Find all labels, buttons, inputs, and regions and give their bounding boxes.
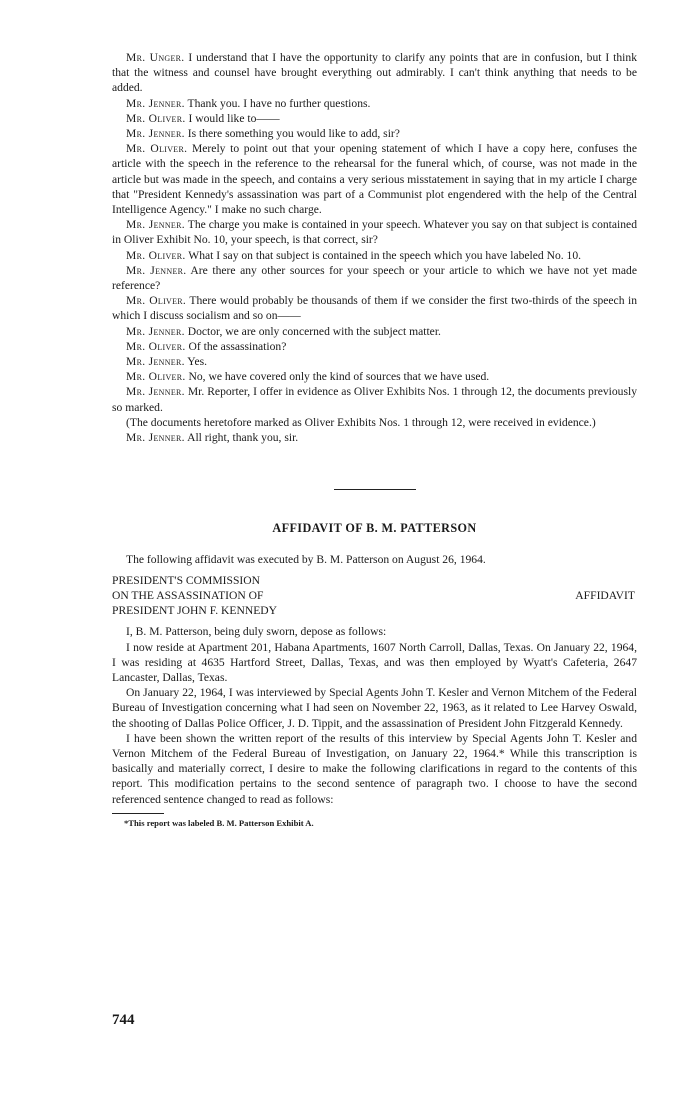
speech-text: Merely to point out that your opening statement of which I have a copy here, confuses the article with the speech in the reference to the rehearsal for the funeral which, of course, was not made in the article but was made in the speech, and contains a very serious misstatement in saying that in my article I charge that "President Kennedy's assassination was part of a Communist plot engendered with the help of the Central Intelligence Agency." I make no such charge. [112, 142, 637, 217]
speech-text: Yes. [184, 355, 208, 369]
speaker-name: Mr. Jenner. [126, 218, 185, 232]
speech-text: Thank you. I have no further questions. [184, 96, 371, 110]
transcript-line [112, 339, 637, 354]
speech-text: What I say on that subject is contained in the speech which you have labeled No. 10. [185, 248, 582, 262]
speaker-name: Mr. Oliver. [126, 339, 186, 353]
affidavit-paragraph: On January 22, 1964, I was interviewed by Special Agents John T. Kesler and Vernon Mitchem of the Federal Bureau of Investigation concerning what I had seen on November 22, 1963, as it related to Lee Harvey Oswald, the shooting of Dallas Police Officer, J. D. Tippit, and the assassination of President John Fitzgerald Kennedy. [112, 686, 637, 730]
speech-text: Of the assassination? [185, 339, 287, 353]
letterhead-line: PRESIDENT JOHN F. KENNEDY [112, 604, 278, 618]
transcript-line [112, 248, 637, 263]
letterhead-line: PRESIDENT'S COMMISSION [112, 573, 261, 587]
speech-text: Mr. Reporter, I offer in evidence as Oliver Exhibits Nos. 1 through 12, the documents previously so marked. [112, 385, 637, 414]
transcript-line [112, 50, 637, 96]
speech-text: The charge you make is contained in your speech. Whatever you say on that subject is contained in Oliver Exhibit No. 10, your speech, is that correct, sir? [112, 218, 637, 247]
speaker-name: Mr. Jenner. [126, 355, 185, 369]
transcript-line [112, 263, 637, 293]
document-page [112, 50, 637, 829]
transcript-line [112, 111, 637, 126]
transcript-line [112, 430, 637, 445]
speaker-name: Mr. Jenner. [126, 96, 185, 110]
speaker-name: Mr. Jenner. [126, 385, 185, 399]
speaker-name: Mr. Oliver. [126, 370, 186, 384]
speech-text: I would like to—— [185, 111, 280, 125]
footnote-divider [112, 813, 164, 814]
section-divider [334, 489, 416, 490]
speech-text: All right, thank you, sir. [184, 431, 299, 445]
transcript-line [112, 324, 637, 339]
transcript-line [112, 141, 637, 217]
speaker-name: Mr. Oliver. [126, 142, 188, 156]
affidavit-paragraph: I now reside at Apartment 201, Habana Apartments, 1607 North Carroll, Dallas, Texas. On January 22, 1964, I was residing at 4635 Hartford Street, Dallas, Texas, and was then employed by Wyatt's Cafeteria, 2647 Lancaster, Dallas, Texas. [112, 640, 637, 684]
page-number: 744 [112, 1012, 135, 1028]
affidavit-letterhead [112, 573, 637, 619]
transcript-line [112, 126, 637, 141]
testimony-transcript [112, 50, 637, 445]
speech-text: I understand that I have the opportunity to clarify any points that are in confusion, but I think that the witness and counsel have brought everything out admirably. I can't think anything that needs to be added. [112, 51, 637, 95]
speech-text: There would probably be thousands of them if we consider the first two-thirds of the speech in which I discuss socialism and so on—— [112, 294, 637, 323]
speaker-name: Mr. Unger. [126, 51, 185, 64]
speaker-name: Mr. Oliver. [126, 294, 187, 308]
transcript-line [112, 354, 637, 369]
transcript-line [112, 217, 637, 247]
speaker-name: Mr. Jenner. [126, 127, 185, 141]
transcript-line [112, 293, 637, 323]
speaker-name: Mr. Jenner. [126, 263, 187, 277]
speaker-name: Mr. Oliver. [126, 248, 186, 262]
record-note [112, 415, 637, 430]
transcript-line [112, 369, 637, 384]
speech-text: Is there something you would like to add, sir? [184, 127, 400, 141]
letterhead-line: ON THE ASSASSINATION OF [112, 588, 264, 602]
transcript-line [112, 96, 637, 111]
speech-text: Are there any other sources for your speech or your article to which we have not yet made reference? [112, 263, 638, 293]
affidavit-paragraph: I, B. M. Patterson, being duly sworn, depose as follows: [126, 625, 387, 639]
speaker-name: Mr. Oliver. [126, 111, 186, 125]
speaker-name: Mr. Jenner. [126, 431, 185, 445]
affidavit-intro: The following affidavit was executed by B. M. Patterson on August 26, 1964. [126, 553, 486, 567]
speech-text: No, we have covered only the kind of sources that we have used. [185, 370, 490, 384]
footnote: *This report was labeled B. M. Patterson Exhibit A. [124, 817, 314, 828]
affidavit-paragraph: I have been shown the written report of the results of this interview by Special Agents John T. Kesler and Vernon Mitchem of the Federal Bureau of Investigation, on January 22, 1964.* While this transcription is basically and materially correct, I desire to make the following clarifications in regard to the contents of this report. This modification pertains to the second sentence of paragraph two. I choose to have the second referenced sentence changed to read as follows: [112, 731, 637, 806]
letterhead-affidavit-label: AFFIDAVIT [575, 588, 635, 602]
transcript-line [112, 384, 637, 414]
speaker-name: Mr. Jenner. [126, 324, 185, 338]
affidavit-heading: AFFIDAVIT OF B. M. PATTERSON [272, 521, 477, 536]
speech-text: Doctor, we are only concerned with the subject matter. [184, 324, 441, 338]
speech-text: (The documents heretofore marked as Oliver Exhibits Nos. 1 through 12, were received in evidence.) [126, 415, 596, 429]
